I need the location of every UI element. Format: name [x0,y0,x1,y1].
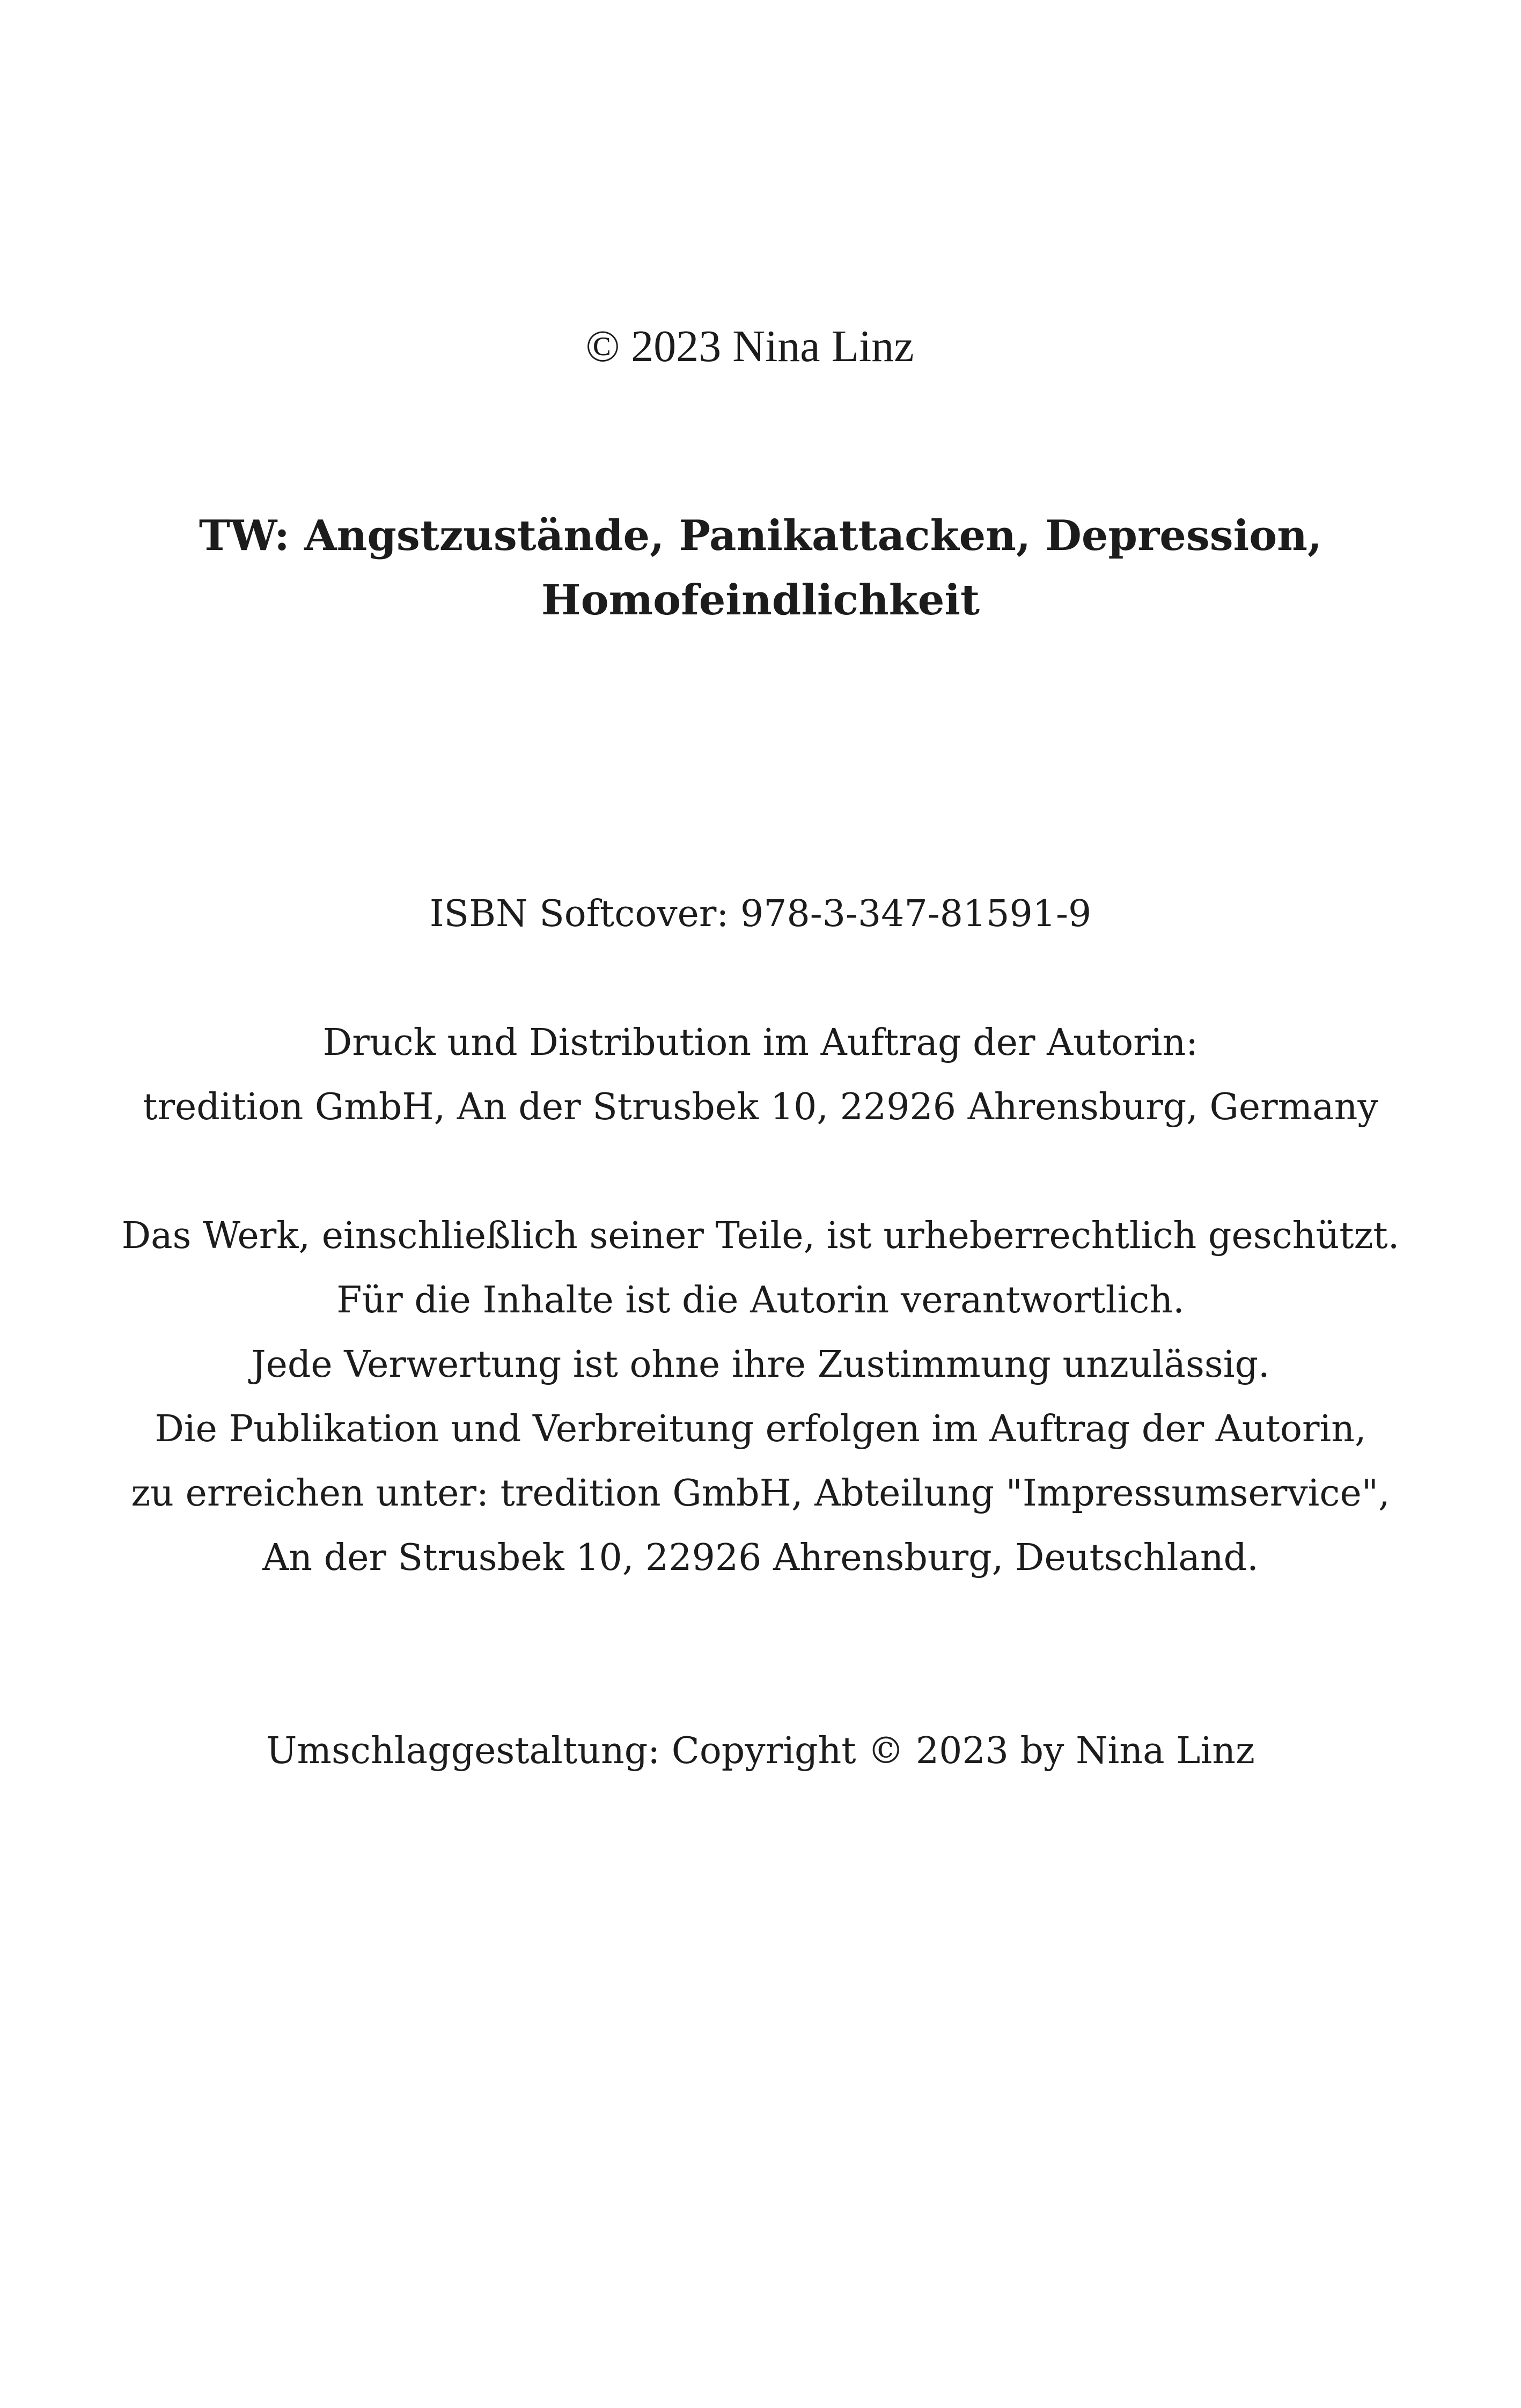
legal-line-6: An der Strusbek 10, 22926 Ahrensburg, Deutschland. [262,1537,1259,1579]
trigger-warning-line-2: Homofeindlichkeit [541,576,980,625]
distribution-line-1: Druck und Distribution im Auftrag der Autorin: [322,1022,1199,1064]
distribution-line-2: tredition GmbH, An der Strusbek 10, 22926 Ahrensburg, Germany [143,1086,1378,1128]
legal-line-1: Das Werk, einschließlich seiner Teile, ist urheberrechtlich geschützt. [121,1215,1400,1257]
cover-design-credit: Umschlaggestaltung: Copyright © 2023 by Nina Linz [266,1730,1255,1772]
trigger-warning-line-1: TW: Angstzustände, Panikattacken, Depression, [199,511,1322,560]
isbn: ISBN Softcover: 978-3-347-81591-9 [429,893,1092,935]
legal-line-4: Die Publikation und Verbreitung erfolgen im Auftrag der Autorin, [155,1408,1366,1450]
copyright-notice: © 2023 Nina Linz [585,321,914,371]
legal-line-5: zu erreichen unter: tredition GmbH, Abteilung "Impressumservice", [131,1472,1390,1515]
legal-line-3: Jede Verwertung ist ohne ihre Zustimmung unzulässig. [251,1344,1270,1386]
legal-line-2: Für die Inhalte ist die Autorin verantwortlich. [336,1279,1185,1322]
